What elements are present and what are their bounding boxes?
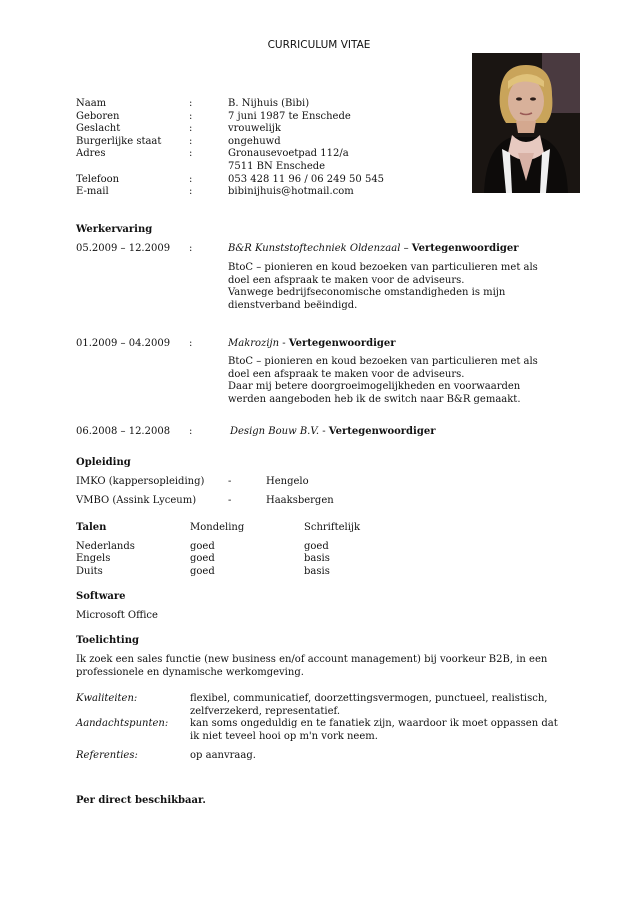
notes-label-references: Referenties: [76, 750, 138, 761]
job-period: 05.2009 – 12.2009 [76, 243, 171, 254]
education-item [76, 476, 586, 489]
job-company: B&R Kunststoftechniek Oldenzaal [228, 243, 401, 254]
notes-label-attention: Aandachtspunten: [76, 718, 169, 729]
notes-intro: Ik zoek een sales functie (new business en/of account management) bij voorkeur B2B, in een professionele en dynamische werkomgeving. [76, 654, 548, 678]
label-phone: Telefoon [76, 174, 120, 185]
job-role: Vertegenwoordiger [411, 243, 519, 254]
value-name: B. Nijhuis (Bibi) [228, 98, 310, 109]
language-spoken: goed [190, 566, 215, 577]
language-spoken: goed [190, 541, 215, 552]
notes-text-attention: kan soms ongeduldig en te fanatiek zijn, waardoor ik moet oppassen dat ik niet teveel hooi op m'n vork neem. [190, 718, 558, 742]
personal-row-address-2 [76, 161, 586, 174]
languages-header [76, 522, 586, 535]
colon: : [189, 148, 193, 159]
personal-row-gender [76, 123, 586, 136]
software-value: Microsoft Office [76, 610, 158, 621]
education-name: IMKO (kappersopleiding) [76, 476, 205, 487]
col-spoken: Mondeling [190, 522, 245, 533]
page-title: CURRICULUM VITAE [267, 39, 371, 51]
education-place: Hengelo [266, 476, 309, 487]
job-separator: – [400, 243, 412, 254]
notes-text-qualities: flexibel, communicatief, doorzettingsvermogen, punctueel, realistisch, zelfverzekerd, representatief. [190, 693, 548, 717]
colon: : [189, 426, 193, 437]
notes-label-qualities: Kwaliteiten: [76, 693, 138, 704]
job-1-desc-1: BtoC – pionieren en koud bezoeken van particulieren met als doel een afspraak te maken voor de adviseurs. [228, 262, 538, 286]
label-marital: Burgerlijke staat [76, 136, 162, 147]
language-row [76, 566, 586, 579]
personal-row-address [76, 148, 586, 161]
language-spoken: goed [190, 553, 215, 564]
job-1-desc-2: Vanwege bedrijfseconomische omstandigheden is mijn dienstverband beëindigd. [228, 287, 506, 311]
language-row [76, 553, 586, 566]
job-company: Makrozijn [228, 338, 280, 349]
colon: : [189, 174, 193, 185]
col-written: Schriftelijk [304, 522, 361, 533]
language-name: Engels [76, 553, 111, 564]
language-name: Duits [76, 566, 103, 577]
value-phone: 053 428 11 96 / 06 249 50 545 [228, 174, 385, 185]
availability: Per direct beschikbaar. [76, 795, 206, 806]
colon: : [189, 338, 193, 349]
value-born: 7 juni 1987 te Enschede [228, 111, 351, 122]
job-3 [76, 426, 586, 439]
colon: : [189, 111, 193, 122]
label-email: E-mail [76, 186, 109, 197]
dash: - [228, 476, 232, 487]
language-written: goed [304, 541, 329, 552]
job-role: Vertegenwoordiger [328, 426, 436, 437]
job-company: Design Bouw B.V. [230, 426, 320, 437]
label-born: Geboren [76, 111, 120, 122]
colon: : [189, 243, 193, 254]
language-written: basis [304, 566, 330, 577]
colon: : [189, 123, 193, 134]
label-name: Naam [76, 98, 107, 109]
dash: - [228, 495, 232, 506]
education-item [76, 495, 586, 508]
value-email: bibinijhuis@hotmail.com [228, 186, 354, 197]
job-separator: - [319, 426, 329, 437]
work-heading: Werkervaring [76, 224, 153, 235]
education-name: VMBO (Assink Lyceum) [76, 495, 197, 506]
value-address: Gronausevoetpad 112/a [228, 148, 349, 159]
job-separator: - [279, 338, 289, 349]
notes-text-references: op aanvraag. [190, 750, 256, 761]
language-name: Nederlands [76, 541, 135, 552]
value-marital: ongehuwd [228, 136, 281, 147]
personal-row-email [76, 186, 586, 199]
education-heading: Opleiding [76, 457, 131, 468]
job-period: 01.2009 – 04.2009 [76, 338, 171, 349]
value-address-city: 7511 BN Enschede [228, 161, 326, 172]
label-gender: Geslacht [76, 123, 121, 134]
colon: : [189, 98, 193, 109]
notes-heading: Toelichting [76, 635, 139, 646]
job-2-desc-2: Daar mij betere doorgroeimogelijkheden en voorwaarden werden aangeboden heb ik de switch naar B&R gemaakt. [228, 381, 521, 405]
language-written: basis [304, 553, 330, 564]
languages-heading: Talen [76, 522, 107, 533]
colon: : [189, 136, 193, 147]
job-period: 06.2008 – 12.2008 [76, 426, 171, 437]
software-heading: Software [76, 591, 126, 602]
job-1 [76, 243, 586, 256]
job-2 [76, 338, 586, 351]
job-2-desc-1: BtoC – pionieren en koud bezoeken van particulieren met als doel een afspraak te maken voor de adviseurs. [228, 356, 538, 380]
value-gender: vrouwelijk [228, 123, 281, 134]
personal-row-name [76, 98, 586, 111]
colon: : [189, 186, 193, 197]
education-place: Haaksbergen [266, 495, 334, 506]
label-address: Adres [76, 148, 106, 159]
job-role: Vertegenwoordiger [288, 338, 396, 349]
